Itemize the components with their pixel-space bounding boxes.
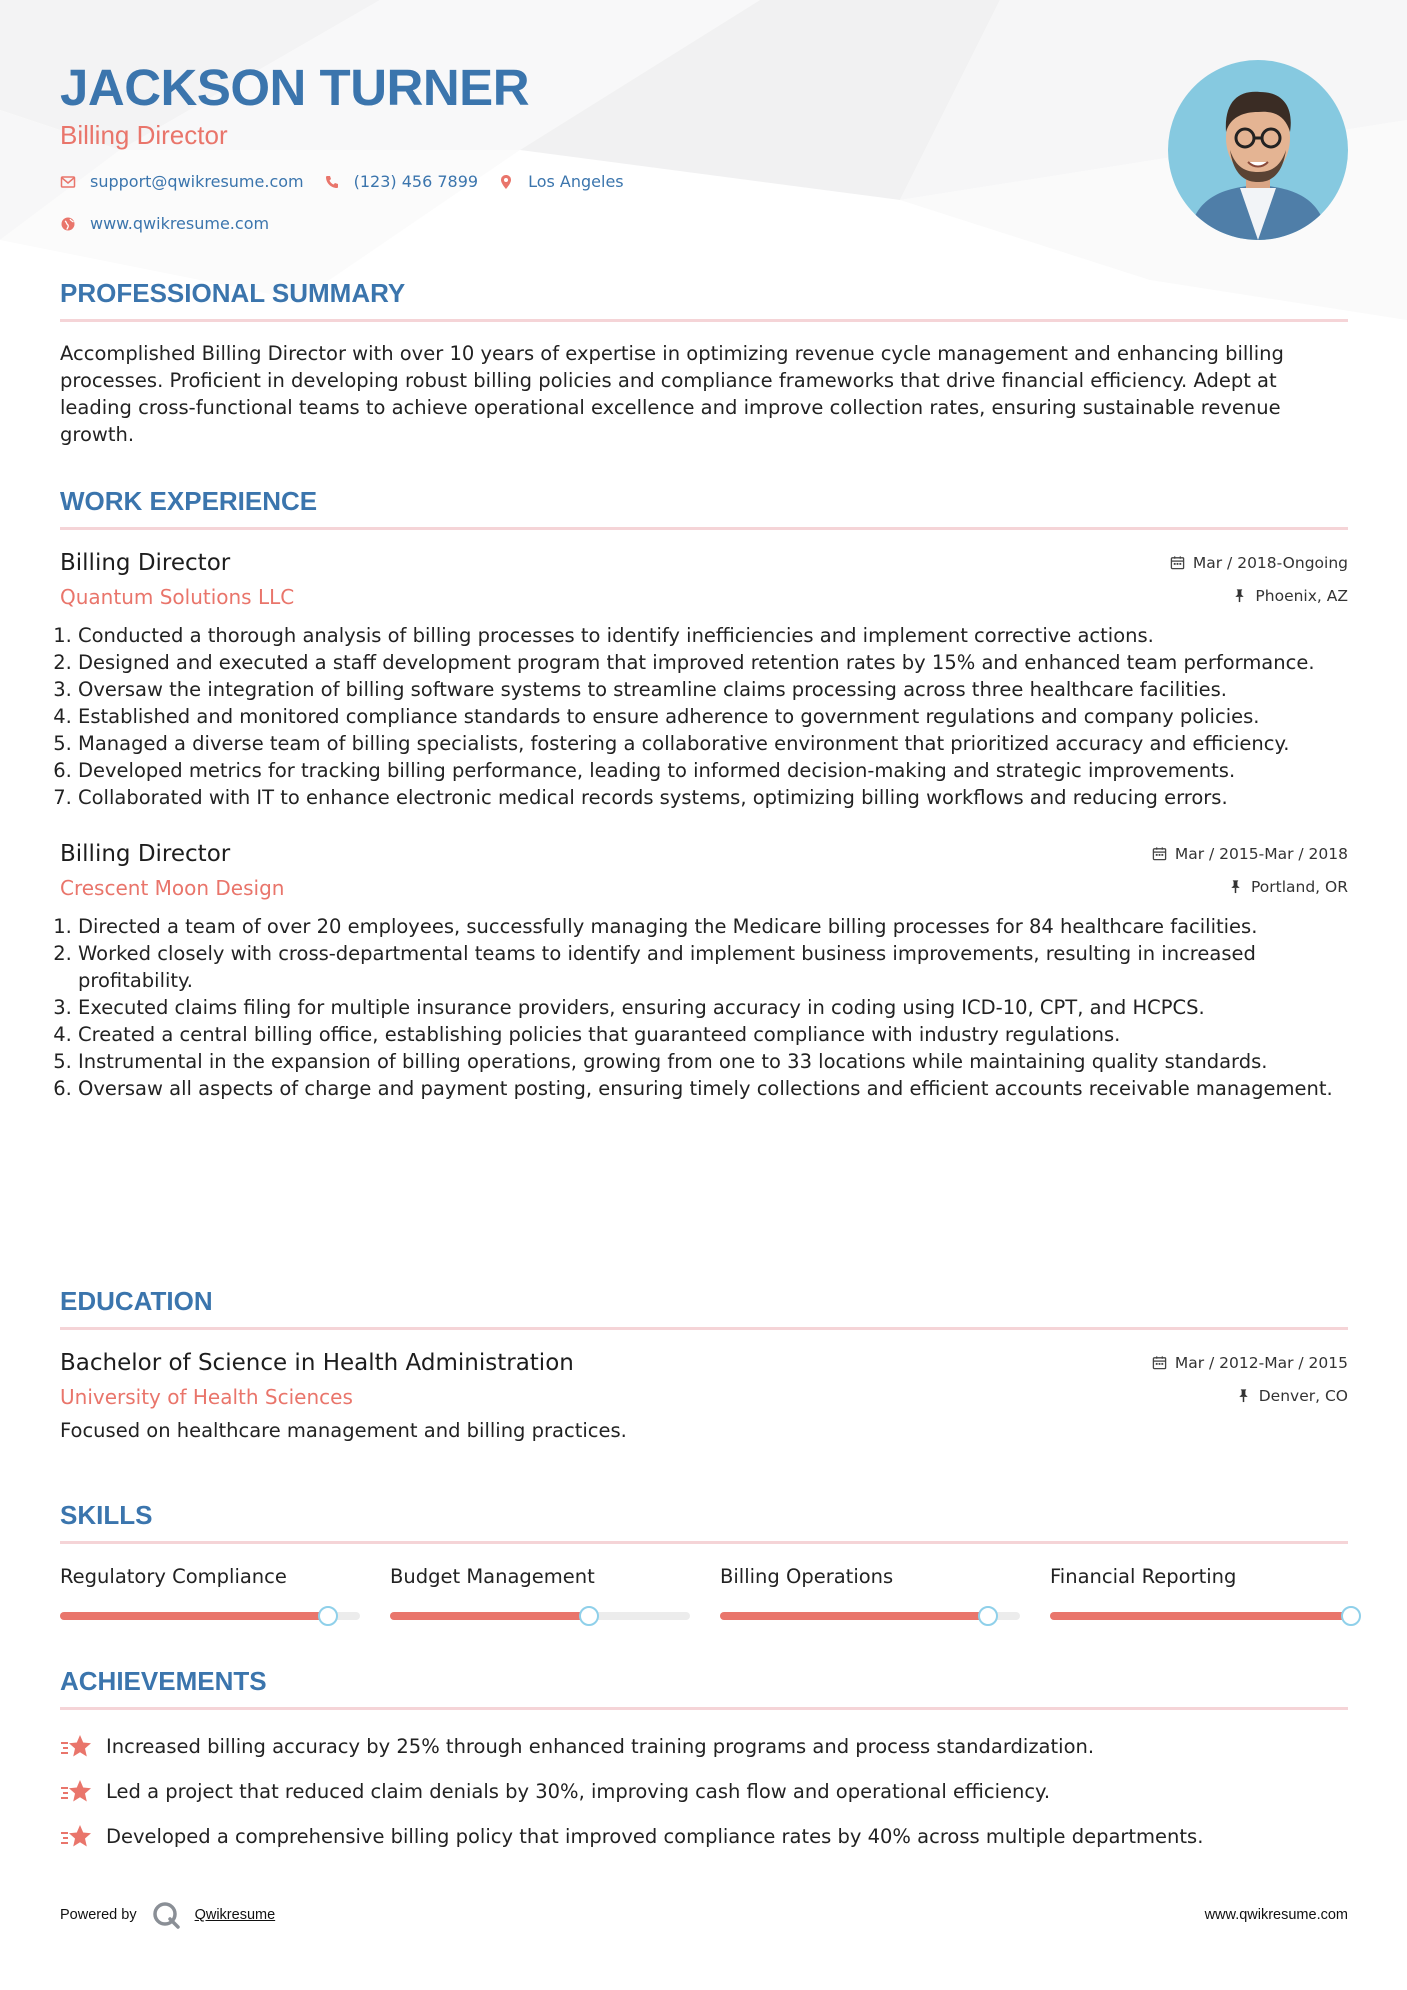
achievement-item	[60, 1724, 1348, 1769]
powered-by	[60, 1900, 275, 1930]
duty-item: 5. Managed a diverse team of billing specialists, fostering a collaborative environment that prioritized accuracy and efficiency.	[78, 730, 1348, 757]
duty-item: 5. Instrumental in the expansion of billing operations, growing from one to 33 locations while maintaining quality standards.	[78, 1048, 1348, 1075]
skill-item	[390, 1562, 690, 1620]
achievement-text: Increased billing accuracy by 25% through enhanced training programs and process standardization.	[106, 1735, 1095, 1758]
job-role: Billing Director	[60, 120, 228, 150]
achievement-star-icon	[60, 1824, 92, 1850]
skill-bar	[1050, 1612, 1350, 1620]
duty-item: 7. Collaborated with IT to enhance electronic medical records systems, optimizing billing workflows and reducing errors.	[78, 784, 1348, 811]
skill-name: Financial Reporting	[1050, 1565, 1237, 1588]
achievement-star-icon	[60, 1779, 92, 1805]
section-title: ACHIEVEMENTS	[60, 1666, 267, 1696]
achievements-section	[60, 1666, 1348, 1859]
duty-item: 3. Oversaw the integration of billing software systems to streamline claims processing across three healthcare facilities.	[78, 676, 1348, 703]
skill-bar-knob	[579, 1606, 599, 1626]
section-title: WORK EXPERIENCE	[60, 486, 318, 516]
company-name: Crescent Moon Design	[60, 876, 285, 900]
skill-item	[720, 1562, 1020, 1620]
brand-link[interactable]: Qwikresume	[194, 1907, 276, 1923]
globe-icon	[60, 216, 76, 232]
section-divider	[60, 527, 1348, 530]
skill-item	[1050, 1562, 1350, 1620]
location-text: Los Angeles	[528, 172, 624, 191]
duty-list	[60, 913, 1348, 1102]
job-entry	[60, 546, 1348, 811]
job-entry	[60, 837, 1348, 1102]
website-text: www.qwikresume.com	[90, 214, 270, 233]
footer-website[interactable]: www.qwikresume.com	[1204, 1907, 1348, 1923]
job-meta	[1152, 837, 1348, 903]
job-title: Billing Director	[60, 550, 231, 576]
location-text: Portland, OR	[1250, 877, 1348, 896]
date-range: Mar / 2012-Mar / 2015	[1174, 1353, 1348, 1372]
calendar-icon	[1170, 555, 1185, 570]
summary-text: Accomplished Billing Director with over 10 years of expertise in optimizing revenue cycle management and enhancing billing processes. Proficient in developing robust billing policies and compliance frameworks that drive financial efficiency. Adept at leading cross-functional teams to achieve operational excellence and improve collection rates, ensuring sustainable revenue growth.	[60, 342, 1284, 446]
pushpin-icon	[1228, 879, 1243, 894]
contact-email[interactable]	[60, 172, 304, 191]
section-divider	[60, 319, 1348, 322]
date-range: Mar / 2018-Ongoing	[1192, 553, 1348, 572]
skills-list	[60, 1562, 1348, 1620]
duty-item: 1. Directed a team of over 20 employees, successfully managing the Medicare billing processes for 84 healthcare facilities.	[78, 913, 1348, 940]
education-entry	[60, 1346, 1348, 1446]
skill-name: Regulatory Compliance	[60, 1565, 287, 1588]
education-dates	[1152, 1346, 1348, 1379]
summary-section	[60, 278, 1348, 468]
education-section	[60, 1286, 1348, 1446]
job-dates	[1152, 837, 1348, 870]
experience-section	[60, 486, 1348, 1102]
section-title: PROFESSIONAL SUMMARY	[60, 278, 406, 308]
duty-item: 3. Executed claims filing for multiple insurance providers, ensuring accuracy in coding using ICD-10, CPT, and HCPCS.	[78, 994, 1348, 1021]
candidate-name: JACKSON TURNER	[60, 59, 530, 116]
skill-item	[60, 1562, 360, 1620]
section-title: SKILLS	[60, 1500, 153, 1530]
achievement-text: Led a project that reduced claim denials by 30%, improving cash flow and operational efficiency.	[106, 1780, 1051, 1803]
section-divider	[60, 1327, 1348, 1330]
duty-item: 2. Worked closely with cross-departmental teams to identify and implement business improvements, resulting in increased profitability.	[78, 940, 1348, 994]
skill-bar	[390, 1612, 690, 1620]
job-dates	[1170, 546, 1348, 579]
skill-bar-fill	[720, 1612, 987, 1620]
job-location	[1152, 870, 1348, 903]
date-range: Mar / 2015-Mar / 2018	[1174, 844, 1348, 863]
achievement-text: Developed a comprehensive billing policy that improved compliance rates by 40% across multiple departments.	[106, 1825, 1204, 1848]
duty-item: 6. Developed metrics for tracking billing performance, leading to informed decision-making and strategic improvements.	[78, 757, 1348, 784]
powered-by-label: Powered by	[60, 1907, 137, 1923]
job-title: Billing Director	[60, 841, 231, 867]
mail-icon	[60, 174, 76, 190]
calendar-icon	[1152, 1355, 1167, 1370]
calendar-icon	[1152, 846, 1167, 861]
company-name: Quantum Solutions LLC	[60, 585, 295, 609]
location-text: Phoenix, AZ	[1255, 586, 1348, 605]
job-location	[1170, 579, 1348, 612]
job-meta	[1170, 546, 1348, 612]
section-divider	[60, 1707, 1348, 1710]
duty-item: 4. Established and monitored compliance standards to ensure adherence to government regulations and company policies.	[78, 703, 1348, 730]
skill-name: Budget Management	[390, 1565, 595, 1588]
phone-text: (123) 456 7899	[353, 172, 479, 191]
skill-name: Billing Operations	[720, 1565, 894, 1588]
achievement-item	[60, 1769, 1348, 1814]
degree-title: Bachelor of Science in Health Administration	[60, 1350, 574, 1376]
achievement-list	[60, 1724, 1348, 1859]
skill-bar-knob	[318, 1606, 338, 1626]
qwikresume-logo-icon	[151, 1900, 181, 1930]
education-location	[1152, 1379, 1348, 1412]
phone-icon	[324, 174, 340, 190]
location-pin-icon	[498, 174, 514, 190]
job-list	[60, 546, 1348, 1102]
location-text: Denver, CO	[1258, 1386, 1348, 1405]
skills-section	[60, 1500, 1348, 1620]
contact-website[interactable]	[60, 214, 269, 233]
skill-bar	[60, 1612, 360, 1620]
contact-location	[498, 172, 624, 191]
duty-item: 2. Designed and executed a staff development program that improved retention rates by 15% and enhanced team performance.	[78, 649, 1348, 676]
skill-bar-knob	[1341, 1606, 1361, 1626]
skill-bar	[720, 1612, 1020, 1620]
pushpin-icon	[1232, 588, 1247, 603]
duty-list	[60, 622, 1348, 811]
achievement-item	[60, 1814, 1348, 1859]
pushpin-icon	[1236, 1388, 1251, 1403]
section-title: EDUCATION	[60, 1286, 213, 1316]
duty-item: 4. Created a central billing office, establishing policies that guaranteed compliance with industry regulations.	[78, 1021, 1348, 1048]
duty-item: 1. Conducted a thorough analysis of billing processes to identify inefficiencies and implement corrective actions.	[78, 622, 1348, 649]
education-description: Focused on healthcare management and billing practices.	[60, 1419, 627, 1442]
section-divider	[60, 1541, 1348, 1544]
contact-row-web	[60, 214, 269, 233]
skill-bar-fill	[390, 1612, 588, 1620]
contact-phone[interactable]	[324, 172, 478, 191]
avatar	[1168, 60, 1348, 240]
skill-bar-fill	[1050, 1612, 1350, 1620]
contact-row	[60, 172, 624, 191]
education-meta	[1152, 1346, 1348, 1412]
school-name: University of Health Sciences	[60, 1385, 353, 1409]
skill-bar-knob	[978, 1606, 998, 1626]
email-text: support@qwikresume.com	[90, 172, 304, 191]
footer	[60, 1900, 1348, 1930]
achievement-star-icon	[60, 1734, 92, 1760]
duty-item: 6. Oversaw all aspects of charge and payment posting, ensuring timely collections and efficient accounts receivable management.	[78, 1075, 1348, 1102]
skill-bar-fill	[60, 1612, 327, 1620]
